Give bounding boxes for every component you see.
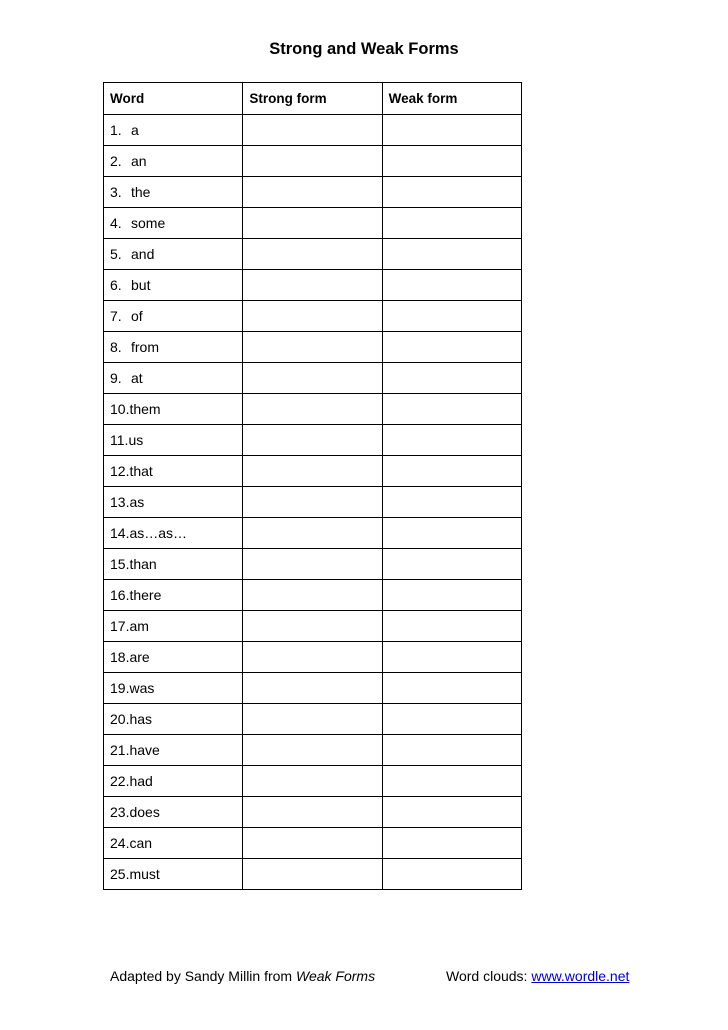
item-number: 24. <box>110 835 130 851</box>
strong-form-cell[interactable] <box>243 208 382 239</box>
strong-form-cell[interactable] <box>243 642 382 673</box>
weak-form-cell[interactable] <box>382 146 521 177</box>
strong-form-cell[interactable] <box>243 859 382 890</box>
item-word: than <box>129 556 157 572</box>
weak-form-cell[interactable] <box>382 859 521 890</box>
word-cell <box>104 766 243 797</box>
table-row <box>104 766 522 797</box>
table-row <box>104 797 522 828</box>
strong-form-cell[interactable] <box>243 580 382 611</box>
word-cell <box>104 146 243 177</box>
item-word: at <box>131 370 143 386</box>
weak-form-cell[interactable] <box>382 115 521 146</box>
item-word: the <box>131 184 151 200</box>
item-number: 11. <box>110 432 129 448</box>
weak-form-cell[interactable] <box>382 332 521 363</box>
table-row <box>104 239 522 270</box>
weak-form-cell[interactable] <box>382 270 521 301</box>
table-row <box>104 115 522 146</box>
weak-form-cell[interactable] <box>382 549 521 580</box>
weak-form-cell[interactable] <box>382 580 521 611</box>
word-cell <box>104 518 243 549</box>
table-row <box>104 549 522 580</box>
strong-form-cell[interactable] <box>243 797 382 828</box>
table-row <box>104 611 522 642</box>
item-number: 8. <box>110 339 122 355</box>
table-header-row <box>104 83 522 115</box>
strong-form-cell[interactable] <box>243 177 382 208</box>
item-number: 19. <box>110 680 130 696</box>
item-word: an <box>131 153 147 169</box>
word-cell <box>104 704 243 735</box>
word-cell <box>104 797 243 828</box>
table-row <box>104 363 522 394</box>
strong-form-cell[interactable] <box>243 394 382 425</box>
item-word: as…as… <box>129 525 188 541</box>
footer-adapted-source: Weak Forms <box>295 968 376 984</box>
strong-form-cell[interactable] <box>243 332 382 363</box>
footer-attribution <box>110 968 375 984</box>
item-word: and <box>131 246 155 262</box>
item-number: 13. <box>110 494 130 510</box>
item-word: had <box>129 773 153 789</box>
strong-form-cell[interactable] <box>243 363 382 394</box>
table-row <box>104 673 522 704</box>
word-cell <box>104 301 243 332</box>
wordle-link[interactable]: www.wordle.net <box>531 968 630 984</box>
item-word: was <box>129 680 155 696</box>
item-number: 6. <box>110 277 122 293</box>
item-number: 21. <box>110 742 130 758</box>
table-row <box>104 332 522 363</box>
word-cell <box>104 859 243 890</box>
weak-form-cell[interactable] <box>382 487 521 518</box>
item-number: 5. <box>110 246 122 262</box>
weak-form-cell[interactable] <box>382 301 521 332</box>
item-word: of <box>131 308 143 324</box>
word-cell <box>104 673 243 704</box>
strong-form-cell[interactable] <box>243 425 382 456</box>
table-row <box>104 425 522 456</box>
item-number: 1. <box>110 122 122 138</box>
table-row <box>104 642 522 673</box>
weak-form-cell[interactable] <box>382 394 521 425</box>
weak-form-cell[interactable] <box>382 766 521 797</box>
item-number: 14. <box>110 525 130 541</box>
strong-form-cell[interactable] <box>243 704 382 735</box>
word-cell <box>104 487 243 518</box>
column-header-word: Word <box>104 83 243 115</box>
strong-form-cell[interactable] <box>243 270 382 301</box>
item-word: a <box>131 122 139 138</box>
item-word: us <box>128 432 144 448</box>
strong-form-cell[interactable] <box>243 673 382 704</box>
word-cell <box>104 394 243 425</box>
item-number: 20. <box>110 711 130 727</box>
item-word: am <box>129 618 149 634</box>
item-number: 7. <box>110 308 122 324</box>
word-cell <box>104 332 243 363</box>
item-word: from <box>131 339 159 355</box>
item-word: must <box>129 866 160 882</box>
strong-form-cell[interactable] <box>243 828 382 859</box>
table-row <box>104 177 522 208</box>
word-cell <box>104 115 243 146</box>
weak-form-cell[interactable] <box>382 673 521 704</box>
item-word: have <box>129 742 160 758</box>
item-number: 18. <box>110 649 130 665</box>
word-cell <box>104 611 243 642</box>
strong-form-cell[interactable] <box>243 735 382 766</box>
item-number: 2. <box>110 153 122 169</box>
strong-form-cell[interactable] <box>243 766 382 797</box>
column-header-weak-form: Weak form <box>382 83 521 115</box>
weak-form-cell[interactable] <box>382 611 521 642</box>
item-word: some <box>131 215 166 231</box>
strong-form-cell[interactable] <box>243 146 382 177</box>
column-header-strong-form: Strong form <box>243 83 382 115</box>
item-number: 17. <box>110 618 130 634</box>
word-cell <box>104 580 243 611</box>
item-number: 25. <box>110 866 130 882</box>
table-row <box>104 270 522 301</box>
word-cell <box>104 363 243 394</box>
weak-form-cell[interactable] <box>382 642 521 673</box>
item-word: there <box>129 587 162 603</box>
item-word: them <box>129 401 161 417</box>
item-word: has <box>129 711 153 727</box>
word-cell <box>104 456 243 487</box>
strong-form-cell[interactable] <box>243 301 382 332</box>
strong-form-cell[interactable] <box>243 239 382 270</box>
item-number: 10. <box>110 401 130 417</box>
strong-form-cell[interactable] <box>243 549 382 580</box>
table-row <box>104 580 522 611</box>
table-row <box>104 828 522 859</box>
table-row <box>104 518 522 549</box>
word-cell <box>104 270 243 301</box>
item-word: are <box>129 649 150 665</box>
item-word: as <box>129 494 145 510</box>
strong-form-cell[interactable] <box>243 487 382 518</box>
strong-form-cell[interactable] <box>243 518 382 549</box>
weak-form-cell[interactable] <box>382 239 521 270</box>
strong-form-cell[interactable] <box>243 611 382 642</box>
weak-form-cell[interactable] <box>382 177 521 208</box>
word-cell <box>104 425 243 456</box>
weak-form-cell[interactable] <box>382 363 521 394</box>
footer-adapted-prefix: Adapted by Sandy Millin from <box>110 968 296 984</box>
item-word: does <box>129 804 160 820</box>
table-row <box>104 704 522 735</box>
item-word: but <box>131 277 151 293</box>
item-number: 9. <box>110 370 122 386</box>
word-cell <box>104 642 243 673</box>
weak-form-cell[interactable] <box>382 735 521 766</box>
footer-clouds-prefix: Word clouds: <box>446 968 532 984</box>
table-row <box>104 146 522 177</box>
weak-form-cell[interactable] <box>382 797 521 828</box>
item-word: can <box>129 835 153 851</box>
item-number: 15. <box>110 556 130 572</box>
strong-form-cell[interactable] <box>243 456 382 487</box>
weak-form-cell[interactable] <box>382 456 521 487</box>
item-number: 4. <box>110 215 122 231</box>
weak-form-cell[interactable] <box>382 208 521 239</box>
table-row <box>104 208 522 239</box>
word-cell <box>104 177 243 208</box>
item-number: 16. <box>110 587 130 603</box>
word-cell <box>104 828 243 859</box>
weak-form-cell[interactable] <box>382 518 521 549</box>
table-row <box>104 487 522 518</box>
worksheet-table <box>103 82 522 890</box>
word-cell <box>104 735 243 766</box>
word-cell <box>104 208 243 239</box>
weak-form-cell[interactable] <box>382 425 521 456</box>
table-row <box>104 735 522 766</box>
item-number: 23. <box>110 804 130 820</box>
word-cell <box>104 239 243 270</box>
item-number: 3. <box>110 184 122 200</box>
page-title: Strong and Weak Forms <box>269 40 459 58</box>
table-row <box>104 301 522 332</box>
weak-form-cell[interactable] <box>382 704 521 735</box>
table-row <box>104 859 522 890</box>
table-row <box>104 394 522 425</box>
weak-form-cell[interactable] <box>382 828 521 859</box>
table-row <box>104 456 522 487</box>
word-cell <box>104 549 243 580</box>
item-number: 12. <box>110 463 130 479</box>
strong-form-cell[interactable] <box>243 115 382 146</box>
footer-word-clouds <box>446 968 629 984</box>
item-number: 22. <box>110 773 130 789</box>
item-word: that <box>129 463 153 479</box>
